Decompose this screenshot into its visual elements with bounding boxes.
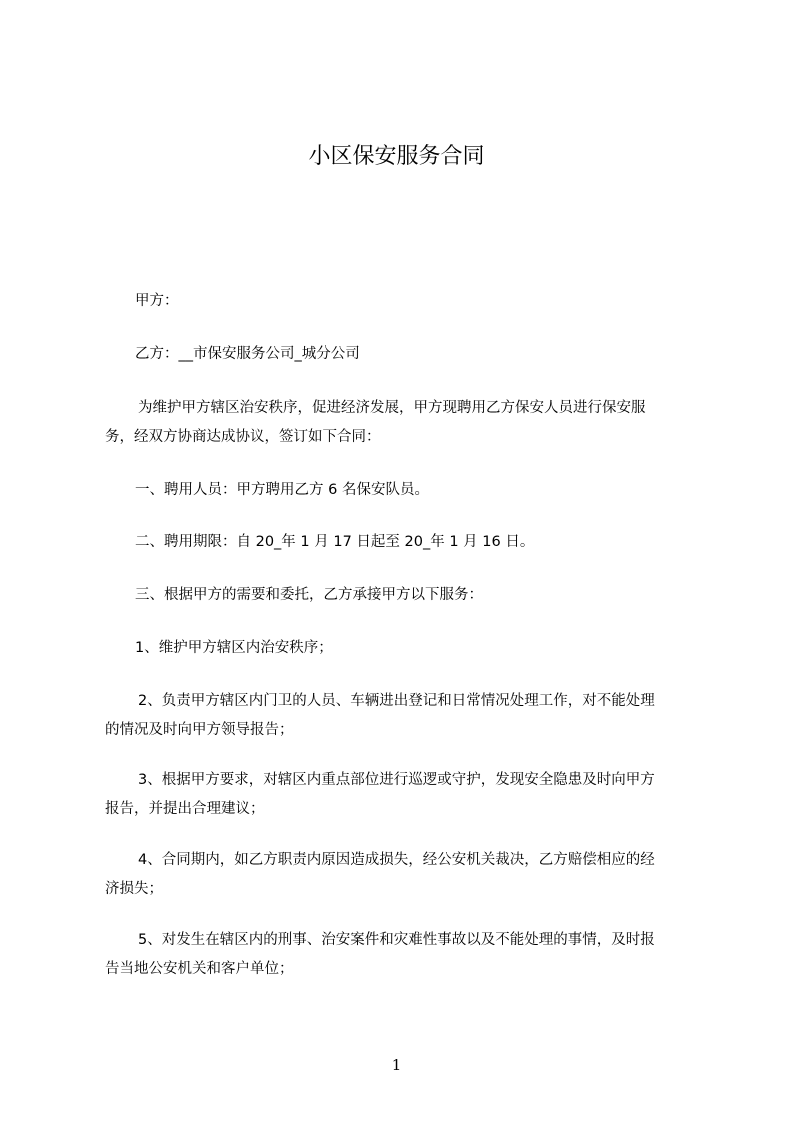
service-item-3 — [105, 766, 705, 824]
page-title: 小区保安服务合同 — [308, 144, 485, 169]
item-4-line-2: 济损失； — [105, 881, 163, 897]
service-item-4 — [105, 846, 705, 904]
item-2-line-2: 的情况及时向甲方领导报告； — [105, 722, 294, 738]
service-item-5 — [105, 926, 705, 984]
intro-paragraph — [105, 394, 705, 452]
party-b-line: 乙方：__市保安服务公司_城分公司 — [135, 346, 360, 362]
item-3-line-2: 报告，并提出合理建议； — [105, 801, 265, 817]
item-2-line-1: 2、负责甲方辖区内门卫的人员、车辆进出登记和日常情况处理工作，对不能处理 — [138, 693, 655, 709]
service-item-1: 1、维护甲方辖区内治安秩序； — [135, 640, 333, 656]
clause-1: 一、聘用人员：甲方聘用乙方 6 名保安队员。 — [135, 482, 429, 498]
item-4-line-1: 4、合同期内，如乙方职责内原因造成损失，经公安机关裁决，乙方赔偿相应的经 — [138, 852, 655, 868]
item-5-line-2: 告当地公安机关和客户单位； — [105, 961, 294, 977]
page-number: 1 — [391, 1056, 402, 1074]
clause-3: 三、根据甲方的需要和委托，乙方承接甲方以下服务： — [135, 587, 483, 603]
service-item-2 — [105, 687, 705, 745]
intro-line-2: 务，经双方协商达成协议，签订如下合同： — [105, 429, 381, 445]
item-3-line-1: 3、根据甲方要求，对辖区内重点部位进行巡逻或守护，发现安全隐患及时向甲方 — [138, 772, 655, 788]
item-5-line-1: 5、对发生在辖区内的刑事、治安案件和灾难性事故以及不能处理的事情，及时报 — [138, 932, 655, 948]
intro-line-1: 为维护甲方辖区治安秩序，促进经济发展，甲方现聘用乙方保安人员进行保安服 — [138, 400, 646, 416]
party-a-line: 甲方： — [135, 293, 179, 309]
clause-2: 二、聘用期限：自 20_年 1 月 17 日起至 20_年 1 月 16 日。 — [135, 534, 535, 550]
